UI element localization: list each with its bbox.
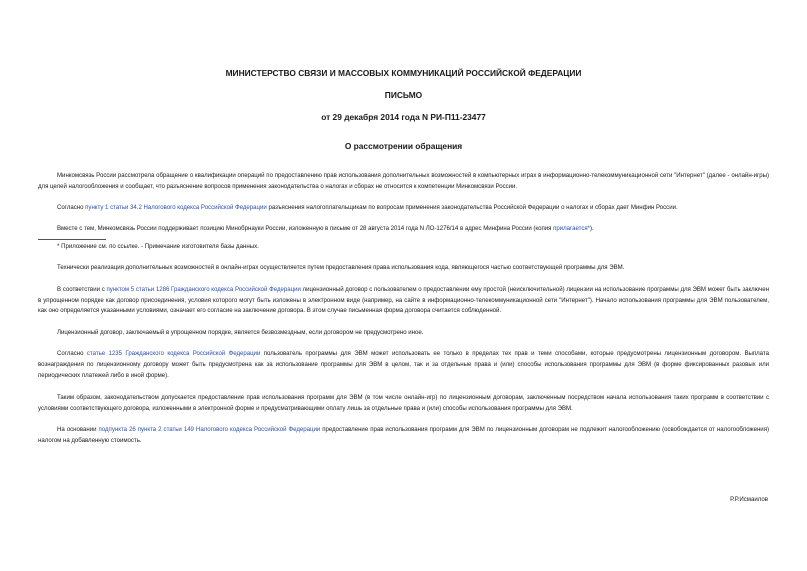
paragraph-3-text-after: ).	[590, 225, 594, 233]
paragraph-9	[38, 425, 769, 447]
paragraph-2-text-after: разъяснения налогоплательщикам по вопросам применения законодательства Российской Федерации о налогах и сборах дает Минфин России.	[266, 204, 678, 212]
paragraph-6: Лицензионный договор, заключаемый в упрощенном порядке, является безвозмездным, если договором не предусмотрено иное.	[57, 328, 424, 336]
paragraph-3	[38, 224, 769, 235]
paragraph-7-text-after: пользователь программы для ЭВМ может использовать ее только в пределах тех прав и теми способами, которые предусмотрены лицензионным договором. Выплата вознаграждения по лицензионному договору может быть предусмотрена как за использование программы для ЭВМ в целом, так и за отдельные права и (или) способы использования программы для ЭВМ (в форме фиксированных разовых или периодических платежей либо в иной форме).	[38, 349, 769, 379]
attachment-link[interactable]: прилагается*	[553, 225, 591, 233]
paragraph-9-text-after: предоставление прав использования программ для ЭВМ по лицензионным договорам не подлежит налогообложению (освобождается от налогообложения) налогом на добавленную стоимость.	[38, 426, 769, 445]
paragraph-2-text-before: Согласно	[57, 204, 86, 212]
paragraph-4: Технически реализация дополнительных возможностей в онлайн-играх осуществляется путем предоставления права использования кода, являющегося частью соответствующей программы для ЭВМ.	[57, 264, 625, 272]
document-page	[38, 62, 769, 447]
footnote-divider	[38, 239, 106, 240]
signature: Р.Р.Исмаилов	[730, 496, 768, 503]
document-type: ПИСЬМО	[384, 90, 423, 100]
civil-code-article-1235-link[interactable]: статье 1235 Гражданского кодекса Российской Федерации	[86, 349, 261, 357]
paragraph-3-text-before: Вместе с тем, Минкомсвязь России поддерживает позицию Минобрнауки России, изложенную в письме от 28 августа 2014 года N ЛО-1276/14 в адрес Минфина России (копия	[57, 225, 554, 233]
paragraph-5-text-after: лицензионный договор с пользователем о предоставлении ему простой (неисключительной) лицензии на использование программы для ЭВМ может быть заключен в упрощенном порядке как договор присоединения, условия которого могут быть изложены в электронном виде (например, на сайте в информационно-телекоммуникационной сети "Интернет"). Начало использования программы для ЭВМ пользователем, как оно определяется указанными условиями, означает его согласие на заключение договора. В этом случае письменная форма договора считается соблюденной.	[38, 285, 769, 315]
footnote: * Приложение см. по ссылке. - Примечание изготовителя базы данных.	[57, 243, 259, 251]
paragraph-7	[38, 349, 769, 381]
ministry-heading: МИНИСТЕРСТВО СВЯЗИ И МАССОВЫХ КОММУНИКАЦИЙ РОССИЙСКОЙ ФЕДЕРАЦИИ	[225, 68, 582, 78]
document-subject: О рассмотрении обращения	[344, 141, 463, 151]
paragraph-5	[38, 285, 769, 317]
paragraph-9-text-before: На основании	[57, 426, 99, 434]
document-date-number: от 29 декабря 2014 года N РИ-П11-23477	[321, 112, 486, 122]
paragraph-1: Минкомсвязь России рассмотрела обращение о квалификации операций по предоставлению прав использования дополнительных возможностей в компьютерных играх в информационно-телекоммуникационной сети "Интернет" (далее - онлайн-игры) для целей налогообложения и сообщает, что разъяснение вопросов применения законодательства о налогах и сборах не относится к компетенции Минкомсвязи России.	[38, 172, 769, 190]
tax-code-article-34-2-link[interactable]: пункту 1 статьи 34.2 Налогового кодекса Российской Федерации	[85, 204, 267, 212]
paragraph-8: Таким образом, законодательством допускается предоставление прав использования программ для ЭВМ (в том числе онлайн-игр) по лицензионным договорам, заключенным посредством начала использования таких программ в соответствии с условиями соответствующего договора, изложенными в электронной форме и предусматривающими оплату лишь за отдельные права и (или) способы использования программы для ЭВМ.	[38, 394, 769, 413]
civil-code-article-1286-link[interactable]: пунктом 5 статьи 1286 Гражданского кодекса Российской Федерации	[106, 285, 301, 293]
paragraph-5-text-before: В соответствии с	[57, 285, 107, 293]
tax-code-article-149-link[interactable]: подпункта 26 пункта 2 статьи 149 Налогового кодекса Российской Федерации	[98, 426, 321, 434]
paragraph-2	[38, 203, 769, 214]
paragraph-7-text-before: Согласно	[57, 349, 87, 357]
